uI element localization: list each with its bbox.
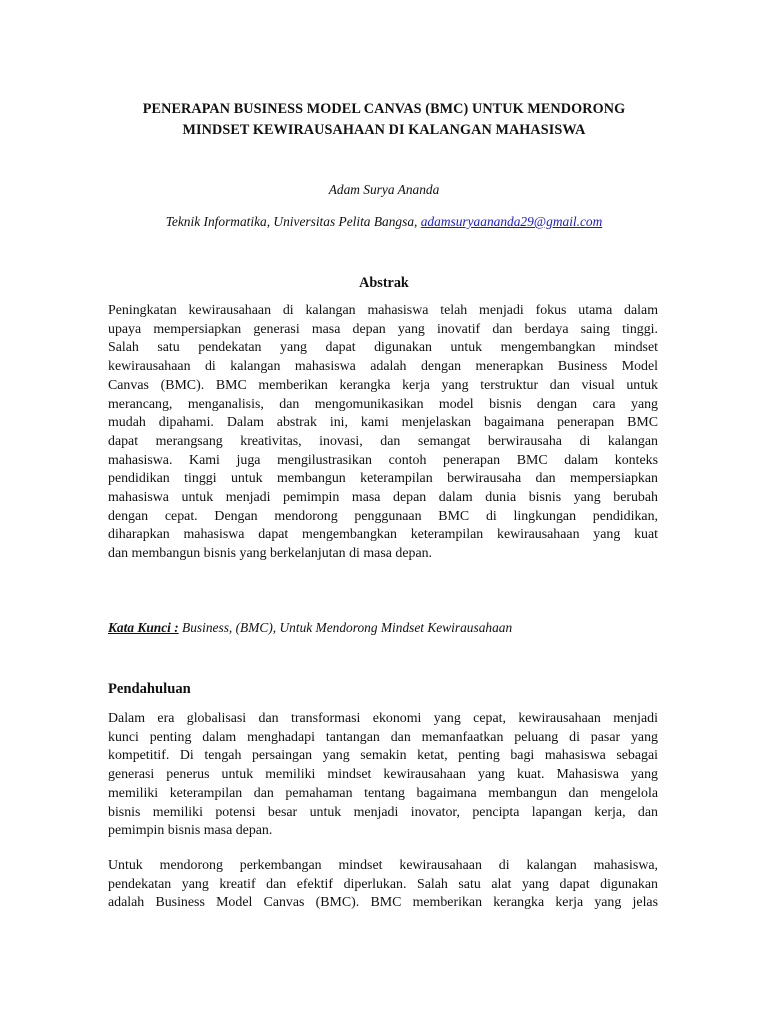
section-heading-introduction: Pendahuluan bbox=[108, 681, 191, 697]
affiliation-text: Teknik Informatika, Universitas Pelita Bangsa, bbox=[165, 214, 421, 229]
keywords-text: Business, (BMC), Untuk Mendorong Mindset Kewirausahaan bbox=[178, 620, 513, 635]
abstract-line: pendidikan tinggi untuk membangun keterampilan berwirausaha dan mempersiapkan bbox=[108, 471, 658, 487]
keywords bbox=[108, 618, 658, 638]
keywords-label: Kata Kunci : bbox=[108, 620, 179, 635]
paragraph-line: memiliki keterampilan dan pemahaman tentang bagaimana membangun dan mengelola bbox=[108, 785, 658, 801]
introduction-paragraph-2 bbox=[108, 857, 658, 913]
abstract-line: mahasiswa untuk menjadi pemimpin masa depan dalam dunia bisnis yang berubah bbox=[108, 490, 658, 506]
paragraph-line: adalah Business Model Canvas (BMC). BMC memberikan kerangka kerja yang jelas bbox=[108, 895, 658, 911]
paper-title-line-1: PENERAPAN BUSINESS MODEL CANVAS (BMC) UNTUK MENDORONG bbox=[142, 101, 626, 117]
paragraph-line: kunci penting dalam menghadapi tantangan dan memanfaatkan peluang di pasar yang bbox=[108, 729, 658, 745]
abstract-line: Salah satu pendekatan yang dapat digunakan untuk mengembangkan mindset bbox=[108, 340, 658, 356]
abstract-line: dan membangun bisnis yang berkelanjutan di masa depan. bbox=[108, 546, 433, 562]
abstract-line: kewirausahaan di kalangan mahasiswa adalah dengan menerapkan Business Model bbox=[108, 359, 658, 375]
author-email-link[interactable]: adamsuryaananda29@gmail.com bbox=[420, 214, 603, 229]
paragraph-line: generasi penerus untuk memiliki mindset kewirausahaan yang kuat. Mahasiswa yang bbox=[108, 767, 658, 783]
abstract-line: dapat merangsang kreativitas, inovasi, dan semangat berwirausaha di kalangan bbox=[108, 433, 658, 449]
paragraph-line: bisnis memiliki potensi besar untuk menjadi inovator, pencipta lapangan kerja, dan bbox=[108, 804, 658, 820]
paragraph-line: pemimpin bisnis masa depan. bbox=[108, 823, 273, 839]
abstract-line: merancang, menganalisis, dan mengomunikasikan model bisnis dengan cara yang bbox=[108, 396, 658, 412]
introduction-paragraph-1 bbox=[108, 710, 658, 841]
author-affiliation bbox=[60, 212, 708, 232]
paragraph-line: Dalam era globalisasi dan transformasi ekonomi yang cepat, kewirausahaan menjadi bbox=[108, 711, 658, 726]
abstract-body bbox=[108, 302, 658, 564]
abstract-line: Canvas (BMC). BMC memberikan kerangka kerja yang terstruktur dan visual untuk bbox=[108, 377, 658, 393]
author-name: Adam Surya Ananda bbox=[328, 182, 440, 197]
paragraph-line: kompetitif. Di tengah persaingan yang semakin ketat, penting bagi mahasiswa sebagai bbox=[108, 748, 658, 764]
abstract-line: upaya mempersiapkan generasi masa depan yang inovatif dan berdaya saing tinggi. bbox=[108, 321, 658, 337]
abstract-line: mudah dipahami. Dalam abstrak ini, kami menjelaskan bagaimana penerapan BMC bbox=[108, 415, 658, 431]
paragraph-line: pendekatan yang kreatif dan efektif diperlukan. Salah satu alat yang dapat digunakan bbox=[108, 876, 658, 892]
abstract-heading: Abstrak bbox=[359, 275, 409, 291]
paper-title bbox=[100, 99, 668, 141]
abstract-line: dengan cepat. Dengan mendorong penggunaan BMC di lingkungan pendidikan, bbox=[108, 508, 658, 524]
abstract-line: mahasiswa. Kami juga mengilustrasikan contoh penerapan BMC dalam konteks bbox=[108, 452, 658, 468]
abstract-line: Peningkatan kewirausahaan di kalangan mahasiswa telah menjadi fokus utama dalam bbox=[108, 303, 658, 318]
paragraph-line: Untuk mendorong perkembangan mindset kewirausahaan di kalangan mahasiswa, bbox=[108, 858, 658, 873]
paper-title-line-2: MINDSET KEWIRAUSAHAAN DI KALANGAN MAHASISWA bbox=[182, 122, 586, 138]
abstract-line: diharapkan mahasiswa dapat mengembangkan keterampilan kewirausahaan yang kuat bbox=[108, 527, 658, 543]
